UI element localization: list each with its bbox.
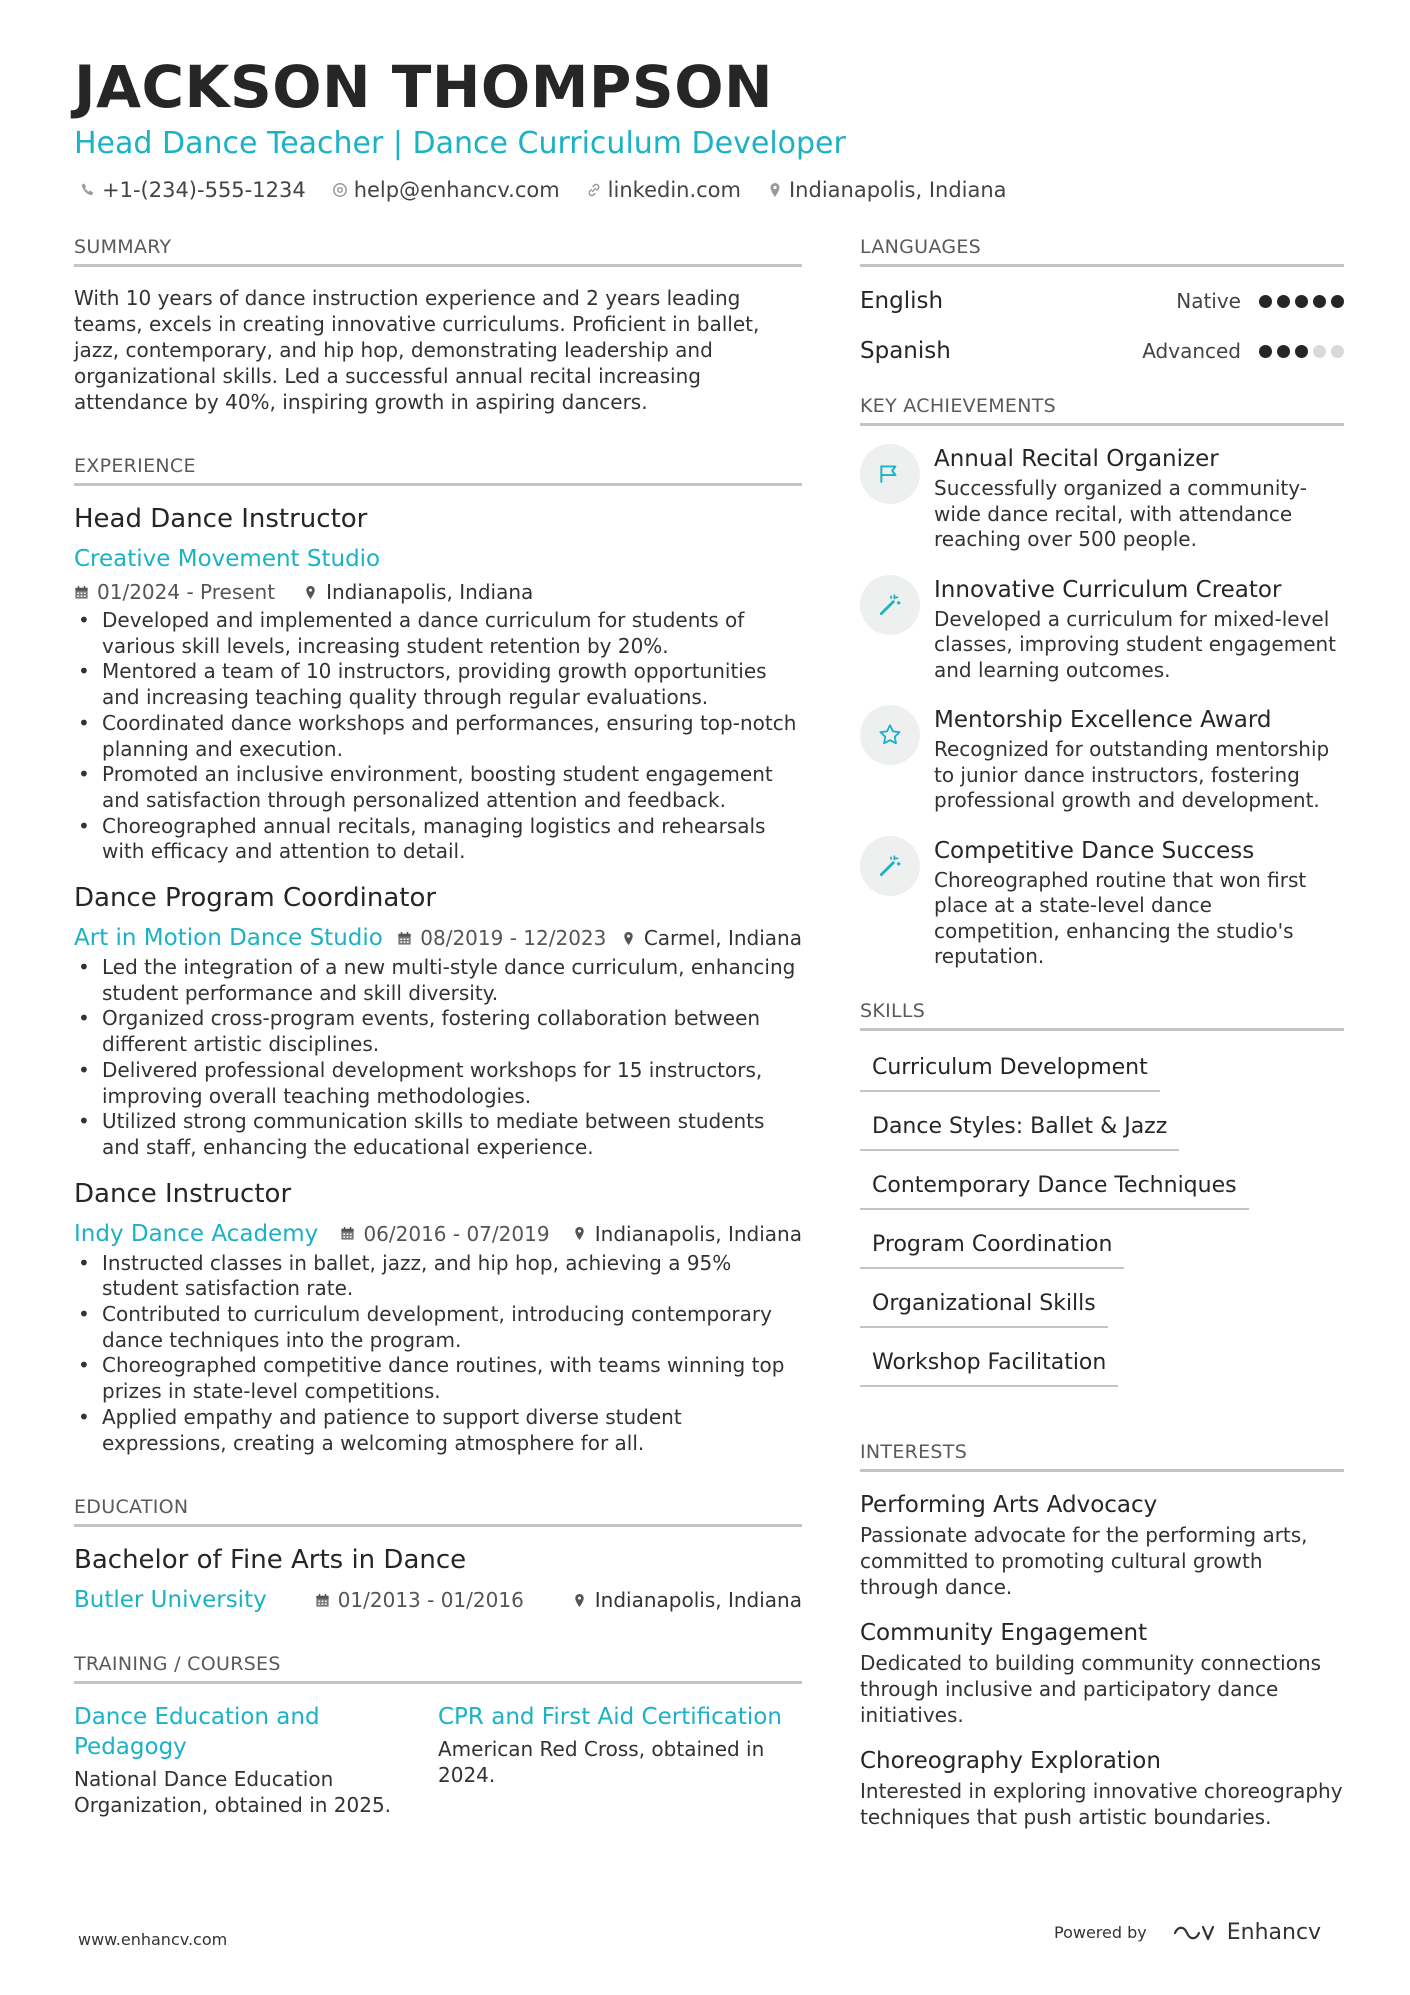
magic-wand-icon — [877, 592, 903, 618]
email-text: help@enhancv.com — [353, 178, 560, 202]
job-dates — [74, 580, 275, 604]
candidate-headline: Head Dance Teacher | Dance Curriculum Developer — [74, 126, 846, 161]
job-company: Creative Movement Studio — [74, 546, 381, 572]
job-dates-text: 08/2019 - 12/2023 — [420, 926, 607, 951]
brand-logo[interactable] — [1173, 1920, 1321, 1945]
education-location-text: Indianapolis, Indiana — [594, 1588, 802, 1613]
skill-tag: Organizational Skills — [860, 1285, 1108, 1328]
interests-heading: INTERESTS — [860, 1441, 1344, 1472]
achievement-item — [860, 705, 1344, 814]
education-dates — [315, 1588, 524, 1612]
proficiency-dot — [1277, 345, 1290, 358]
interest-desc: Interested in exploring innovative choreography techniques that push artistic boundaries. — [860, 1778, 1343, 1829]
training-desc: National Dance Education Organization, obtained in 2025. — [74, 1767, 392, 1818]
interest-item — [860, 1618, 1344, 1728]
job-title: Dance Program Coordinator — [74, 883, 437, 914]
job-entry — [74, 883, 802, 1161]
job-location — [621, 926, 802, 950]
job-bullet: • Applied empathy and patience to support diverse student expressions, creating a welcoming atmosphere for all. — [74, 1405, 802, 1456]
education-location — [572, 1588, 802, 1612]
education-dates-text: 01/2013 - 01/2016 — [337, 1588, 524, 1613]
training-list — [74, 1702, 802, 1818]
location-text: Indianapolis, Indiana — [788, 178, 1007, 202]
job-bullet: • Mentored a team of 10 instructors, providing growth opportunities and increasing teaching quality through regular evaluations. — [74, 659, 802, 710]
job-meta — [74, 925, 802, 951]
achievement-icon-badge — [860, 444, 920, 504]
right-column — [860, 236, 1344, 1848]
skill-wrap — [860, 1049, 1344, 1092]
calendar-icon — [397, 931, 412, 946]
achievements-heading: KEY ACHIEVEMENTS — [860, 395, 1344, 426]
footer-branding — [1054, 1920, 1321, 1945]
proficiency-dot — [1313, 345, 1326, 358]
job-title: Head Dance Instructor — [74, 504, 368, 534]
training-heading: TRAINING / COURSES — [74, 1653, 802, 1684]
job-bullet: • Developed and implemented a dance curriculum for students of various skill levels, increasing student retention by 20%. — [74, 608, 802, 659]
job-dates-text: 01/2024 - Present — [97, 580, 276, 604]
proficiency-dot — [1331, 295, 1344, 308]
achievement-icon-badge — [860, 836, 920, 896]
job-bullet: • Led the integration of a new multi-style dance curriculum, enhancing student performance and skill diversity. — [74, 955, 802, 1006]
job-location-text: Indianapolis, Indiana — [594, 1221, 802, 1246]
job-meta — [74, 580, 802, 604]
achievement-desc: Successfully organized a community-wide dance recital, with attendance reaching over 500 people. — [934, 476, 1307, 551]
languages-heading: LANGUAGES — [860, 236, 1344, 267]
training-item — [74, 1702, 438, 1818]
job-bullet: • Choreographed annual recitals, managing logistics and rehearsals with efficacy and attention to detail. — [74, 814, 802, 865]
education-meta — [74, 1587, 802, 1613]
skill-tag: Workshop Facilitation — [860, 1344, 1118, 1387]
contact-phone — [80, 178, 306, 202]
achievement-desc: Developed a curriculum for mixed-level classes, improving student engagement and learning outcomes. — [934, 606, 1337, 682]
brand-name: Enhancv — [1226, 1920, 1322, 1945]
job-bullet: • Coordinated dance workshops and performances, ensuring top-notch planning and execution. — [74, 711, 802, 762]
interest-desc: Passionate advocate for the performing arts, committed to promoting cultural growth through dance. — [860, 1522, 1308, 1599]
calendar-icon — [315, 1593, 330, 1608]
map-pin-icon — [572, 1593, 587, 1608]
skill-wrap — [860, 1108, 1344, 1151]
powered-by-label: Powered by — [1054, 1923, 1147, 1942]
language-level: Native — [1176, 289, 1241, 313]
candidate-name: JACKSON THOMPSON — [74, 53, 774, 121]
achievement-icon-badge — [860, 575, 920, 635]
skills-heading: SKILLS — [860, 1000, 1344, 1031]
job-bullet: • Utilized strong communication skills to mediate between students and staff, enhancing the educational experience. — [74, 1109, 802, 1160]
magic-wand-icon — [877, 853, 903, 879]
language-row — [860, 277, 1344, 325]
skill-tag: Program Coordination — [860, 1226, 1124, 1269]
job-bullet: • Contributed to curriculum development, introducing contemporary dance techniques into the program. — [74, 1302, 802, 1353]
job-bullets — [74, 608, 802, 865]
skill-tag: Contemporary Dance Techniques — [860, 1167, 1249, 1210]
language-name: English — [860, 288, 944, 314]
phone-text: +1-(234)-555-1234 — [102, 178, 306, 202]
star-icon — [877, 722, 903, 748]
skill-tag: Curriculum Development — [860, 1049, 1160, 1092]
training-desc: American Red Cross, obtained in 2024. — [438, 1737, 765, 1788]
interest-item — [860, 1490, 1344, 1600]
left-column — [74, 236, 802, 1818]
summary-text: With 10 years of dance instruction experience and 2 years leading teams, excels in creating innovative curriculums. Proficient in ballet, jazz, contemporary, and hip hop, demonstrating leadership and organizational skills. Led a successful annual recital increasing attendance by 40%, inspiring growth in aspiring dancers. — [74, 286, 760, 414]
proficiency-dot — [1277, 295, 1290, 308]
job-dates — [340, 1222, 549, 1246]
education-school: Butler University — [74, 1587, 267, 1614]
map-pin-icon — [303, 585, 318, 600]
job-entry — [74, 504, 802, 865]
calendar-icon — [340, 1226, 355, 1241]
proficiency-dot — [1259, 295, 1272, 308]
job-entry — [74, 1179, 802, 1457]
interest-title: Performing Arts Advocacy — [860, 1491, 1158, 1518]
job-dates-text: 06/2016 - 07/2019 — [363, 1221, 550, 1246]
job-location — [572, 1222, 802, 1246]
proficiency-dot — [1295, 295, 1308, 308]
footer-website[interactable]: www.enhancv.com — [78, 1930, 228, 1949]
job-company: Indy Dance Academy — [74, 1220, 319, 1247]
proficiency-dot — [1295, 345, 1308, 358]
job-bullet: • Promoted an inclusive environment, boosting student engagement and satisfaction through personalized attention and feedback. — [74, 762, 802, 813]
at-icon — [332, 182, 348, 198]
contact-location — [767, 178, 1007, 202]
job-dates — [397, 926, 606, 950]
skill-wrap — [860, 1285, 1344, 1328]
calendar-icon — [74, 585, 89, 600]
proficiency-dot — [1331, 345, 1344, 358]
achievement-item — [860, 836, 1344, 970]
training-title: Dance Education and Pedagogy — [74, 1704, 320, 1761]
map-pin-icon — [621, 931, 636, 946]
job-meta — [74, 1221, 802, 1247]
interest-title: Community Engagement — [860, 1619, 1148, 1646]
linkedin-text: linkedin.com — [607, 178, 741, 202]
proficiency-dot — [1313, 295, 1326, 308]
phone-icon — [80, 182, 96, 198]
achievement-item — [860, 575, 1344, 684]
flag-icon — [877, 461, 903, 487]
language-row — [860, 327, 1344, 375]
job-bullet: • Delivered professional development workshops for 15 instructors, improving overall teaching methodologies. — [74, 1058, 802, 1109]
experience-heading: EXPERIENCE — [74, 455, 802, 486]
job-bullet: • Organized cross-program events, fostering collaboration between different artistic disciplines. — [74, 1006, 802, 1057]
job-bullets — [74, 1251, 802, 1457]
achievement-title: Annual Recital Organizer — [934, 446, 1219, 472]
achievement-title: Competitive Dance Success — [934, 837, 1255, 864]
interest-title: Choreography Exploration — [860, 1747, 1161, 1774]
proficiency-dot — [1259, 345, 1272, 358]
achievement-item — [860, 444, 1344, 553]
interest-item — [860, 1746, 1344, 1830]
achievement-desc: Choreographed routine that won first place at a state-level dance competition, enhancing the studio's reputation. — [934, 867, 1307, 968]
job-title: Dance Instructor — [74, 1178, 292, 1209]
education-heading: EDUCATION — [74, 1496, 802, 1527]
contact-bar — [80, 178, 1007, 202]
contact-email[interactable] — [332, 178, 560, 202]
achievement-icon-badge — [860, 705, 920, 765]
map-pin-icon — [572, 1226, 587, 1241]
skill-tag: Dance Styles: Ballet & Jazz — [860, 1108, 1179, 1151]
language-proficiency — [1259, 345, 1344, 358]
enhancv-logo-icon — [1173, 1922, 1219, 1944]
achievement-title: Mentorship Excellence Award — [934, 707, 1272, 733]
job-bullet: • Instructed classes in ballet, jazz, and hip hop, achieving a 95% student satisfaction rate. — [74, 1251, 802, 1302]
job-bullets — [74, 955, 802, 1161]
contact-linkedin[interactable] — [586, 178, 741, 202]
skill-wrap — [860, 1167, 1344, 1210]
link-icon — [586, 182, 602, 198]
job-bullet: • Choreographed competitive dance routines, with teams winning top prizes in state-level competitions. — [74, 1353, 802, 1404]
job-company: Art in Motion Dance Studio — [74, 925, 383, 952]
language-level: Advanced — [1142, 339, 1241, 363]
summary-heading: SUMMARY — [74, 236, 802, 267]
skill-wrap — [860, 1226, 1344, 1269]
training-title: CPR and First Aid Certification — [438, 1704, 782, 1731]
achievement-desc: Recognized for outstanding mentorship to junior dance instructors, fostering professional growth and development. — [934, 737, 1330, 812]
map-pin-icon — [767, 182, 783, 198]
skill-wrap — [860, 1344, 1344, 1387]
language-name: Spanish — [860, 338, 951, 364]
job-location-text: Indianapolis, Indiana — [326, 580, 534, 604]
training-item — [438, 1702, 802, 1818]
job-location-text: Carmel, Indiana — [643, 926, 802, 951]
language-proficiency — [1259, 295, 1344, 308]
education-degree: Bachelor of Fine Arts in Dance — [74, 1545, 467, 1576]
achievement-title: Innovative Curriculum Creator — [934, 576, 1282, 603]
job-location — [303, 580, 533, 604]
interest-desc: Dedicated to building community connections through inclusive and participatory dance initiatives. — [860, 1650, 1322, 1727]
